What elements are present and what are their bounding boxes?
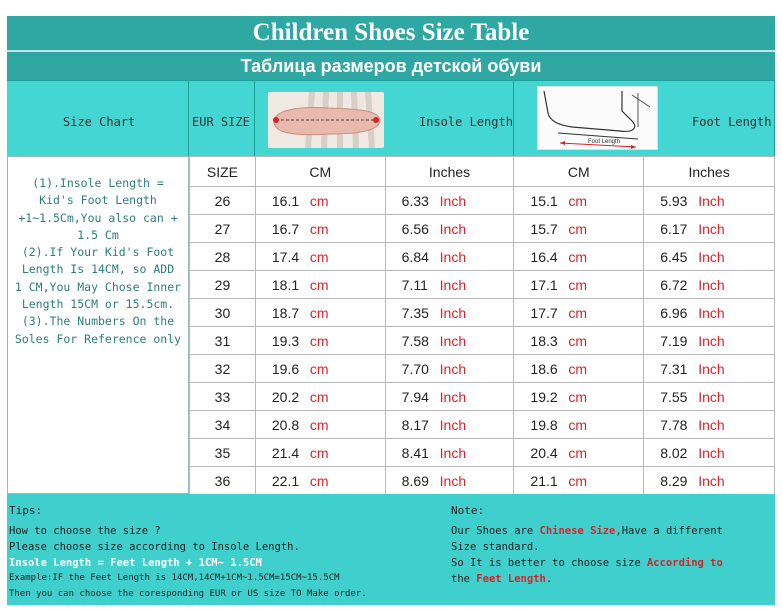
cell-foot-cm [514, 355, 644, 383]
cell-value: 19.2 [530, 388, 558, 405]
cell-foot-inch [644, 411, 775, 439]
cell-unit: Inch [698, 332, 725, 349]
cell-insole-cm [255, 411, 385, 439]
cell-value: 7.31 [660, 360, 688, 377]
cell-value: 16.4 [530, 248, 558, 265]
table-row [190, 243, 775, 271]
note-line-2: Size standard. [451, 541, 540, 553]
header-foot-length: Foot Length [692, 115, 772, 129]
cell-unit: Inch [698, 220, 725, 237]
cell-insole-inch [385, 355, 514, 383]
note-line-1 [451, 525, 723, 537]
table-row [190, 215, 775, 243]
table-row [190, 187, 775, 215]
column-header-insole-cm: CM [255, 157, 385, 187]
note-line-4 [451, 573, 552, 585]
cell-value: 8.41 [401, 444, 429, 461]
cell-insole-inch [385, 411, 514, 439]
note-highlight: According to [646, 557, 723, 569]
table-row [190, 411, 775, 439]
cell-unit: cm [309, 444, 329, 461]
cell-foot-cm [514, 467, 644, 495]
cell-eur-size: 34 [190, 411, 256, 439]
cell-value: 18.7 [271, 304, 300, 321]
cell-eur-size: 35 [190, 439, 256, 467]
cell-foot-inch [644, 243, 775, 271]
note-line: 1.5 Cm [77, 227, 119, 242]
note-line: (2).If Your Kid's Foot [21, 245, 175, 260]
cell-unit: Inch [698, 248, 725, 265]
note-line-3 [451, 557, 723, 569]
cell-value: 20.4 [530, 444, 558, 461]
cell-value: 7.35 [401, 304, 429, 321]
cell-foot-cm [514, 411, 644, 439]
cell-eur-size: 30 [190, 299, 256, 327]
cell-value: 20.8 [271, 416, 300, 433]
cell-unit: cm [568, 192, 588, 209]
header-size-chart: Size Chart [63, 115, 136, 129]
cell-foot-cm [514, 299, 644, 327]
cell-insole-cm [255, 439, 385, 467]
tips-panel [7, 494, 775, 605]
cell-unit: Inch [698, 276, 725, 293]
cell-insole-cm [255, 467, 385, 495]
cell-foot-cm [514, 327, 644, 355]
cell-unit: cm [309, 220, 329, 237]
cell-unit: cm [309, 360, 329, 377]
cell-unit: cm [309, 192, 329, 209]
cell-eur-size: 28 [190, 243, 256, 271]
cell-eur-size: 33 [190, 383, 256, 411]
cell-foot-inch [644, 215, 775, 243]
cell-value: 16.7 [271, 220, 300, 237]
cell-insole-cm [255, 327, 385, 355]
cell-value: 18.6 [530, 360, 558, 377]
cell-eur-size: 31 [190, 327, 256, 355]
cell-value: 17.7 [530, 304, 558, 321]
cell-insole-cm [255, 243, 385, 271]
cell-value: 8.29 [660, 472, 688, 489]
cell-foot-inch [644, 299, 775, 327]
cell-unit: cm [309, 248, 329, 265]
cell-unit: Inch [439, 332, 467, 349]
cell-unit: cm [568, 304, 588, 321]
header-eur-size-cell [189, 80, 255, 156]
cell-value: 7.11 [401, 276, 428, 293]
note-text: So It is better to choose size [451, 557, 647, 569]
cell-unit: cm [568, 360, 588, 377]
column-header-insole-inches: Inches [385, 157, 514, 187]
size-table [189, 156, 775, 495]
cell-value: 6.56 [401, 220, 429, 237]
cell-unit: cm [568, 248, 588, 265]
cell-eur-size: 29 [190, 271, 256, 299]
tips-formula: Insole Length = Feet Length + 1CM~ 1.5CM [9, 557, 262, 569]
cell-unit: cm [568, 276, 588, 293]
cell-unit: Inch [439, 388, 467, 405]
cell-foot-cm [514, 215, 644, 243]
cell-value: 22.1 [271, 472, 300, 489]
note-text: the [451, 573, 477, 585]
cell-foot-cm [514, 439, 644, 467]
header-insole-length: Insole Length [419, 115, 513, 129]
cell-unit: Inch [698, 388, 725, 405]
size-notes-panel [7, 156, 189, 494]
cell-value: 6.33 [401, 192, 429, 209]
cell-foot-cm [514, 383, 644, 411]
cell-unit: cm [568, 444, 588, 461]
cell-unit: Inch [698, 444, 725, 461]
cell-insole-inch [385, 299, 514, 327]
cell-foot-inch [644, 187, 775, 215]
cell-unit: Inch [439, 304, 467, 321]
tips-how: How to choose the size ? [9, 525, 161, 537]
cell-unit: Inch [698, 360, 725, 377]
cell-value: 17.4 [271, 248, 300, 265]
note-label: Note: [451, 504, 485, 517]
table-header-row [190, 157, 775, 187]
tips-then: Then you can choose the coresponding EUR or US size TO Make order. [9, 589, 367, 599]
cell-unit: Inch [698, 304, 725, 321]
table-row [190, 439, 775, 467]
cell-unit: cm [568, 220, 588, 237]
cell-value: 6.17 [660, 220, 688, 237]
table-row [190, 327, 775, 355]
cell-value: 15.7 [530, 220, 558, 237]
note-line: Soles For Reference only [14, 331, 182, 346]
cell-unit: Inch [439, 220, 467, 237]
cell-insole-inch [385, 327, 514, 355]
column-header-foot-cm: CM [514, 157, 644, 187]
cell-value: 21.4 [271, 444, 300, 461]
note-line: +1~1.5Cm,You also can + [18, 210, 178, 225]
cell-value: 7.55 [660, 388, 688, 405]
cell-unit: cm [309, 472, 329, 489]
cell-foot-cm [514, 187, 644, 215]
cell-insole-cm [255, 215, 385, 243]
note-highlight: Chinese Size [539, 525, 616, 537]
cell-value: 8.17 [401, 416, 429, 433]
cell-unit: Inch [439, 360, 467, 377]
table-row [190, 467, 775, 495]
header-size-chart-cell [7, 80, 189, 156]
cell-unit: cm [309, 388, 329, 405]
cell-insole-inch [385, 243, 514, 271]
cell-unit: cm [309, 332, 329, 349]
tips-example: Example:IF the Feet Length is 14CM,14CM+1CM~1.5CM=15CM~15.5CM [9, 573, 340, 583]
cell-value: 19.8 [530, 416, 558, 433]
cell-foot-inch [644, 271, 775, 299]
cell-value: 15.1 [530, 192, 558, 209]
cell-value: 16.1 [271, 192, 300, 209]
cell-eur-size: 27 [190, 215, 256, 243]
cell-value: 5.93 [660, 192, 688, 209]
cell-value: 7.19 [660, 332, 688, 349]
cell-foot-cm [514, 271, 644, 299]
cell-unit: Inch [439, 472, 467, 489]
cell-value: 6.72 [660, 276, 688, 293]
cell-foot-inch [644, 467, 775, 495]
cell-unit: cm [309, 304, 329, 321]
cell-unit: Inch [439, 248, 467, 265]
note-line: 1 CM,You May Chose Inner [14, 279, 182, 294]
note-line: (1).Insole Length = [32, 176, 164, 190]
cell-unit: cm [568, 388, 588, 405]
cell-unit: cm [309, 416, 329, 433]
tips-please: Please choose size according to Insole Length. [9, 541, 300, 553]
cell-value: 6.84 [401, 248, 429, 265]
cell-insole-cm [255, 355, 385, 383]
note-line: Length Is 14CM, so ADD [21, 262, 175, 277]
cell-eur-size: 26 [190, 187, 256, 215]
cell-insole-inch [385, 383, 514, 411]
cell-unit: cm [568, 416, 588, 433]
cell-value: 6.96 [660, 304, 688, 321]
cell-insole-inch [385, 215, 514, 243]
cell-insole-inch [385, 467, 514, 495]
cell-insole-inch [385, 439, 514, 467]
cell-unit: Inch [698, 416, 725, 433]
cell-eur-size: 36 [190, 467, 256, 495]
cell-unit: Inch [439, 416, 467, 433]
foot-image-caption: Foot Length [588, 139, 621, 145]
cell-eur-size: 32 [190, 355, 256, 383]
cell-unit: cm [309, 276, 329, 293]
cell-value: 8.69 [401, 472, 429, 489]
column-header-foot-inches: Inches [644, 157, 775, 187]
cell-foot-inch [644, 439, 775, 467]
cell-value: 21.1 [530, 472, 558, 489]
table-row [190, 299, 775, 327]
page-subtitle: Таблица размеров детской обуви [7, 50, 775, 80]
cell-foot-inch [644, 327, 775, 355]
cell-value: 18.1 [271, 276, 300, 293]
tips-label: Tips: [9, 504, 43, 517]
size-grid [189, 156, 775, 495]
cell-insole-cm [255, 187, 385, 215]
note-highlight: Feet Length [476, 573, 546, 585]
cell-unit: Inch [698, 472, 725, 489]
note-line: Kid's Foot Length [39, 193, 157, 208]
cell-foot-inch [644, 383, 775, 411]
cell-insole-inch [385, 271, 514, 299]
note-text: Our Shoes are [451, 525, 540, 537]
cell-insole-cm [255, 299, 385, 327]
cell-value: 7.58 [401, 332, 429, 349]
cell-unit: Inch [698, 192, 725, 209]
note-text: . [545, 573, 553, 585]
cell-value: 7.94 [401, 388, 429, 405]
page-title: Children Shoes Size Table [7, 16, 775, 50]
cell-value: 20.2 [271, 388, 300, 405]
cell-value: 7.78 [660, 416, 688, 433]
column-header-size: SIZE [190, 157, 256, 187]
cell-unit: Inch [439, 276, 467, 293]
table-row [190, 271, 775, 299]
foot-length-illustration [537, 86, 658, 150]
cell-unit: cm [568, 332, 588, 349]
cell-foot-inch [644, 355, 775, 383]
cell-insole-inch [385, 187, 514, 215]
cell-value: 17.1 [530, 276, 558, 293]
table-row [190, 355, 775, 383]
size-rows [190, 187, 775, 495]
header-eur-size: EUR SIZE [192, 115, 250, 129]
cell-unit: Inch [439, 192, 467, 209]
cell-value: 18.3 [530, 332, 558, 349]
cell-insole-cm [255, 271, 385, 299]
cell-unit: Inch [439, 444, 467, 461]
cell-insole-cm [255, 383, 385, 411]
note-line: (3).The Numbers On the [21, 314, 175, 329]
cell-foot-cm [514, 243, 644, 271]
cell-unit: cm [568, 472, 588, 489]
insole-photo [268, 92, 384, 148]
note-line: Length 15CM or 15.5cm. [21, 297, 175, 312]
cell-value: 19.3 [271, 332, 300, 349]
cell-value: 7.70 [401, 360, 429, 377]
cell-value: 6.45 [660, 248, 688, 265]
table-row [190, 383, 775, 411]
note-text: ,Have a different [615, 525, 723, 537]
cell-value: 19.6 [271, 360, 300, 377]
cell-value: 8.02 [660, 444, 688, 461]
